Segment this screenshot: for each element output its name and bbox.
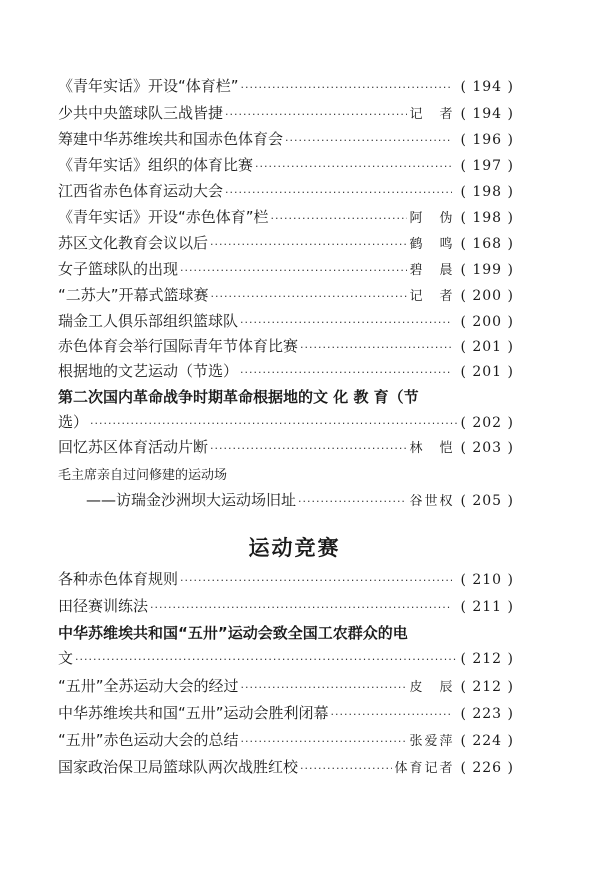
section-heading: 运动竞赛 [248,536,341,560]
toc-entry [58,207,514,229]
toc-entry [58,155,514,177]
toc-entry [58,181,514,203]
entry-page-number: ( 210 ) [460,572,514,588]
entry-author: 谷世权 [409,494,455,509]
entry-author: 记 者 [409,107,455,122]
entry-title-line1: 毛主席亲自过问修建的运动场 [58,468,228,483]
toc-entry [58,129,514,151]
entry-title: 少共中央篮球队三战皆捷 [58,104,224,122]
entry-title: 赤色体育会举行国际青年节体育比赛 [58,337,299,355]
entry-page-number: ( 198 ) [460,184,514,200]
entry-page-number: ( 212 ) [460,651,514,667]
entry-title-line1: 中华苏维埃共和国“五卅”运动会致全国工农群众的电 [58,624,408,642]
entry-author: 林 恺 [409,441,455,456]
entry-page-number: ( 223 ) [460,706,514,722]
entry-title: 田径赛训练法 [58,597,149,615]
toc-entry [58,703,514,725]
entry-page-number: ( 211 ) [460,599,514,615]
leader-dots [180,571,452,591]
entry-page-number: ( 197 ) [460,158,514,174]
entry-title: 中华苏维埃共和国“五卅”运动会胜利闭幕 [58,704,329,722]
entry-title-line2: 选） [58,413,89,431]
entry-page-number: ( 226 ) [460,760,514,776]
toc-entry [58,336,514,358]
entry-page-number: ( 194 ) [460,106,514,122]
entry-page-number: ( 168 ) [460,236,514,252]
entry-page-number: ( 212 ) [460,679,514,695]
entry-title: 国家政治保卫局篮球队两次战胜红校 [58,758,299,776]
entry-page-number: ( 201 ) [460,339,514,355]
entry-title: 《青年实话》开设“体育栏” [58,77,239,95]
entry-page-number: ( 202 ) [460,415,514,431]
entry-title: 苏区文化教育会议以后 [58,234,209,252]
toc-entry [58,285,514,307]
toc-entry [58,730,514,752]
entry-title: 江西省赤色体育运动大会 [58,182,224,200]
toc-entry [58,437,514,459]
entry-author: 阿 伪 [409,211,455,226]
entry-title: 《青年实话》组织的体育比赛 [58,156,254,174]
entry-author: 鹤 鸣 [409,237,455,252]
entry-page-number: ( 199 ) [460,262,514,278]
entry-page-number: ( 194 ) [460,79,514,95]
entry-title: 《青年实话》开设“赤色体育”栏 [58,208,269,226]
leader-dots [75,650,458,670]
leader-dots [285,131,452,151]
entry-author: 碧 晨 [409,263,455,278]
entry-title: 女子篮球队的出现 [58,260,179,278]
entry-title: 筹建中华苏维埃共和国赤色体育会 [58,130,284,148]
entry-title: 各种赤色体育规则 [58,570,179,588]
leader-dots [271,209,408,229]
entry-page-number: ( 196 ) [460,132,514,148]
leader-dots [298,492,407,512]
entry-title: “二苏大”开幕式篮球赛 [58,286,209,304]
entry-page-number: ( 200 ) [460,288,514,304]
leader-dots [240,363,452,383]
toc-entry-continued [86,490,514,512]
leader-dots [240,313,452,333]
toc-entry [58,361,514,383]
leader-dots [225,105,407,125]
entry-page-number: ( 201 ) [460,364,514,380]
toc-entry [58,76,514,98]
leader-dots [241,678,408,698]
entry-title: “五卅”全苏运动大会的经过 [58,677,239,695]
entry-page-number: ( 203 ) [460,440,514,456]
entry-title: 瑞金工人俱乐部组织篮球队 [58,312,239,330]
entry-page-number: ( 200 ) [460,314,514,330]
toc-entry [58,233,514,255]
leader-dots [255,157,452,177]
leader-dots [211,287,408,307]
entry-page-number: ( 205 ) [460,493,514,509]
toc-entry [58,596,514,618]
leader-dots [150,598,452,618]
entry-title: 根据地的文艺运动（节选） [58,362,239,380]
entry-author: 张爱萍 [409,734,455,749]
leader-dots [241,732,408,752]
toc-entry-continued [58,412,514,434]
leader-dots [90,414,458,434]
leader-dots [180,261,407,281]
entry-title: “五卅”赤色运动大会的总结 [58,731,239,749]
leader-dots [210,439,407,459]
entry-title-line1: 第二次国内革命战争时期革命根据地的文 化 教 育（节 [58,388,419,406]
toc-entry [58,311,514,333]
entry-author: 皮 辰 [409,680,455,695]
leader-dots [331,705,453,725]
entry-title: 回忆苏区体育活动片断 [58,438,209,456]
leader-dots [241,78,453,98]
toc-entry-continued [58,648,514,670]
leader-dots [300,759,392,779]
entry-title-line2: 文 [58,649,74,667]
toc-entry [58,569,514,591]
entry-page-number: ( 224 ) [460,733,514,749]
toc-entry [58,676,514,698]
toc-entry [58,259,514,281]
toc-entry [58,757,514,779]
toc-entry [58,103,514,125]
entry-author: 记 者 [409,289,455,304]
entry-subtitle: ——访瑞金沙洲坝大运动场旧址 [86,491,297,509]
entry-page-number: ( 198 ) [460,210,514,226]
leader-dots [300,338,452,358]
leader-dots [225,183,452,203]
entry-author: 体育记者 [394,761,455,776]
leader-dots [210,235,407,255]
